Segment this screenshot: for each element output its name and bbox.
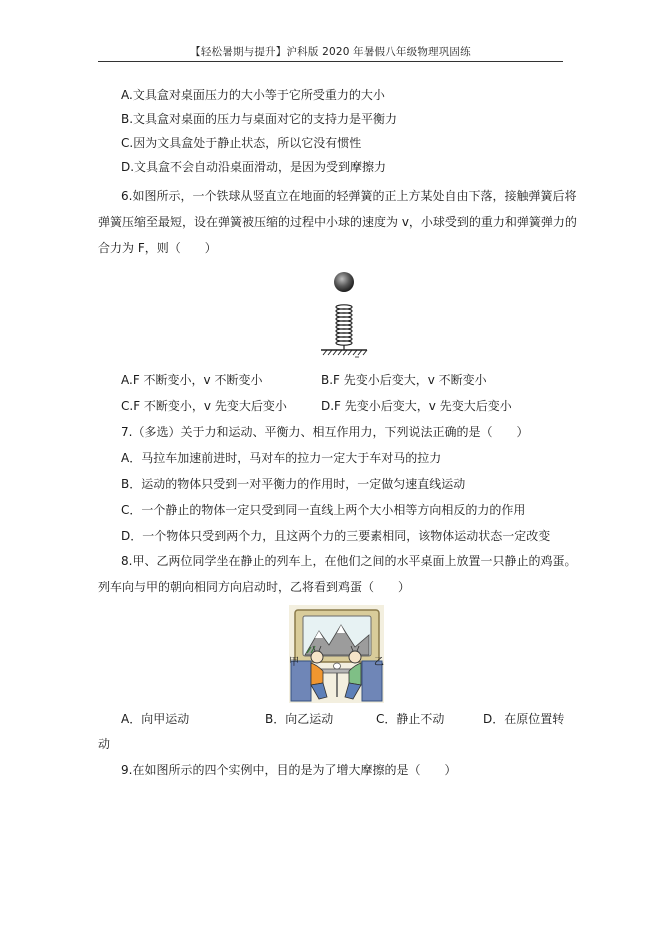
q8-stem-line-1: 8.甲、乙两位同学坐在静止的列车上，在他们之间的水平桌面上放置一只静止的鸡蛋。: [121, 554, 577, 568]
q7-option-d: D．一个物体只受到两个力，且这两个力的三要素相同，该物体运动状态一定改变: [121, 529, 551, 543]
egg-icon: [334, 663, 341, 669]
q8-option-c: C．静止不动: [376, 712, 445, 726]
train-window-icon: [295, 610, 379, 662]
q6-option-a: A.F 不断变小，v 不断变小: [121, 373, 263, 387]
figure-label-yi: 乙: [374, 657, 384, 668]
spring-icon: [336, 305, 352, 350]
q6-option-c: C.F 不断变小，v 先变大后变小: [121, 399, 287, 413]
q7-option-a: A．马拉车加速前进时，马对车的拉力一定大于车对马的拉力: [121, 451, 442, 465]
q6-option-d: D.F 先变小后变大，v 先变大后变小: [321, 399, 512, 413]
q6-stem-line-1: 6.如图所示，一个铁球从竖直立在地面的轻弹簧的正上方某处自由下落，接触弹簧后将: [121, 189, 577, 203]
q6-stem-line-2: 弹簧压缩至最短，设在弹簧被压缩的过程中小球的速度为 v，小球受到的重力和弹簧弹力的: [98, 215, 577, 229]
q8-option-d: D．在原位置转: [483, 712, 565, 726]
q8-stem-line-2: 列车向与甲的朝向相同方向启动时，乙将看到鸡蛋（ ）: [98, 580, 411, 594]
page-header: 【轻松暑期与提升】沪科版 2020 年暑假八年级物理巩固练: [190, 46, 471, 58]
q5-option-c: C.因为文具盒处于静止状态，所以它没有惯性: [121, 136, 362, 150]
header-divider: [98, 61, 563, 62]
q7-option-c: C．一个静止的物体一定只受到同一直线上两个大小相等方向相反的力的作用: [121, 503, 526, 517]
q8-option-d-wrap: 动: [98, 737, 111, 751]
q5-option-b: B.文具盒对桌面的压力与桌面对它的支持力是平衡力: [121, 112, 398, 126]
q5-option-d: D.文具盒不会自动沿桌面滑动，是因为受到摩擦力: [121, 160, 387, 174]
q9-stem: 9.在如图所示的四个实例中，目的是为了增大摩擦的是（ ）: [121, 763, 457, 777]
q8-option-b: B．向乙运动: [265, 712, 334, 726]
q5-option-a: A.文具盒对桌面压力的大小等于它所受重力的大小: [121, 88, 385, 102]
figure-label-jia: 甲: [289, 657, 299, 668]
q7-stem: 7.（多选）关于力和运动、平衡力、相互作用力，下列说法正确的是（ ）: [121, 425, 529, 439]
q8-option-a: A．向甲运动: [121, 712, 190, 726]
ground-hatch-icon: [321, 350, 367, 357]
q7-option-b: B．运动的物体只受到一对平衡力的作用时，一定做匀速直线运动: [121, 477, 466, 491]
q6-stem-line-3: 合力为 F，则（ ）: [98, 241, 217, 255]
falling-ball-icon: [334, 272, 354, 292]
train-students-figure: [289, 605, 384, 703]
ball-spring-figure: [315, 266, 375, 362]
q6-option-b: B.F 先变小后变大，v 不断变小: [321, 373, 487, 387]
